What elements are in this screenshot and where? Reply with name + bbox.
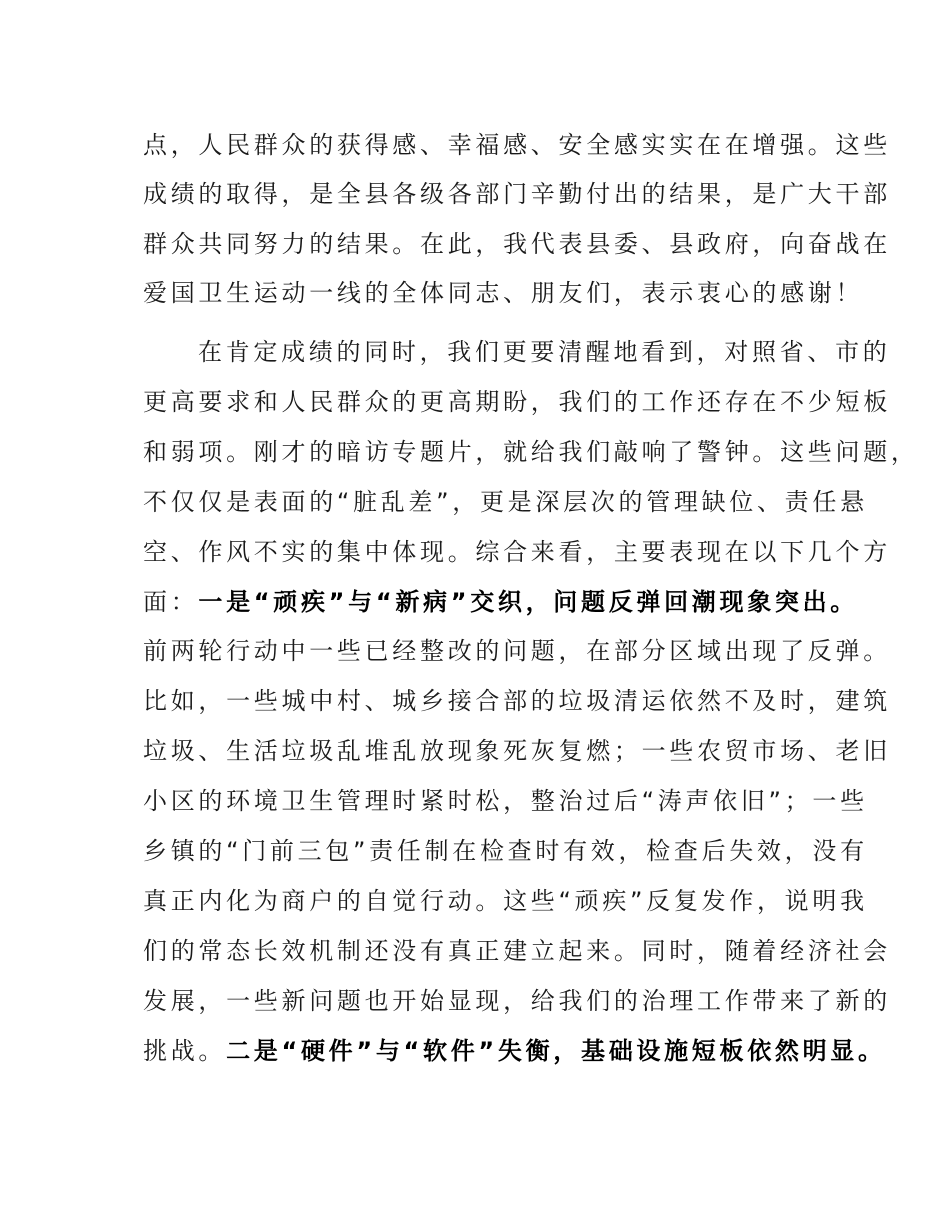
paragraph-line xyxy=(143,1036,886,1066)
line-text: 空、作风不实的集中体现。综合来看，主要表现在以下几个方 xyxy=(143,537,891,566)
paragraph-line xyxy=(143,636,891,666)
paragraph-line xyxy=(143,387,891,417)
paragraph-line xyxy=(143,886,868,916)
line-text: 更高要求和人民群众的更高期盼，我们的工作还存在不少短板 xyxy=(143,387,891,416)
line-text: 不仅仅是表面的“脏乱差”，更是深层次的管理缺位、责任悬 xyxy=(143,487,868,516)
paragraph-line xyxy=(143,836,868,866)
line-text: 发展，一些新问题也开始显现，给我们的治理工作带来了新的 xyxy=(143,986,891,1015)
paragraph-line xyxy=(143,986,891,1016)
line-text: 真正内化为商户的自觉行动。这些“顽疾”反复发作，说明我 xyxy=(143,886,868,915)
paragraph-line xyxy=(198,337,891,367)
paragraph-line xyxy=(143,278,863,308)
paragraph-line xyxy=(143,686,891,716)
paragraph-line xyxy=(143,936,891,966)
paragraph-line xyxy=(143,229,891,259)
line-text: 成绩的取得，是全县各级各部门辛勤付出的结果，是广大干部 xyxy=(143,180,891,209)
line-text: 比如，一些城中村、城乡接合部的垃圾清运依然不及时，建筑 xyxy=(143,687,891,716)
paragraph-line xyxy=(143,130,891,160)
paragraph-line xyxy=(143,487,868,517)
paragraph-line xyxy=(143,179,891,209)
line-text: 在肯定成绩的同时，我们更要清醒地看到，对照省、市的 xyxy=(198,338,891,366)
line-text: 小区的环境卫生管理时紧时松，整治过后“涛声依旧”；一些 xyxy=(143,787,868,816)
paragraph-line xyxy=(143,537,891,567)
line-text: 爱国卫生运动一线的全体同志、朋友们，表示衷心的感谢！ xyxy=(143,278,864,307)
line-text: 前两轮行动中一些已经整改的问题，在部分区域出现了反弹。 xyxy=(143,637,891,666)
line-text: 和弱项。刚才的暗访专题片，就给我们敲响了警钟。这些问题， xyxy=(143,437,919,466)
paragraph-line xyxy=(143,587,858,617)
paragraph-line xyxy=(143,437,919,467)
bold-heading-text: 一是“顽疾”与“新病”交织，问题反弹回潮现象突出。 xyxy=(198,587,858,616)
line-text: 点，人民群众的获得感、幸福感、安全感实实在在增强。这些 xyxy=(143,131,891,159)
line-text: 乡镇的“门前三包”责任制在检查时有效，检查后失效，没有 xyxy=(143,837,868,865)
line-text: 垃圾、生活垃圾乱堆乱放现象死灰复燃；一些农贸市场、老旧 xyxy=(143,737,891,766)
line-text: 面： xyxy=(143,587,199,616)
bold-heading-text: 二是“硬件”与“软件”失衡，基础设施短板依然明显。 xyxy=(226,1036,886,1065)
line-text: 们的常态长效机制还没有真正建立起来。同时，随着经济社会 xyxy=(143,936,891,965)
line-text: 群众共同努力的结果。在此，我代表县委、县政府，向奋战在 xyxy=(143,229,891,258)
line-text: 挑战。 xyxy=(143,1036,227,1065)
paragraph-line xyxy=(143,786,868,816)
paragraph-line xyxy=(143,736,891,766)
